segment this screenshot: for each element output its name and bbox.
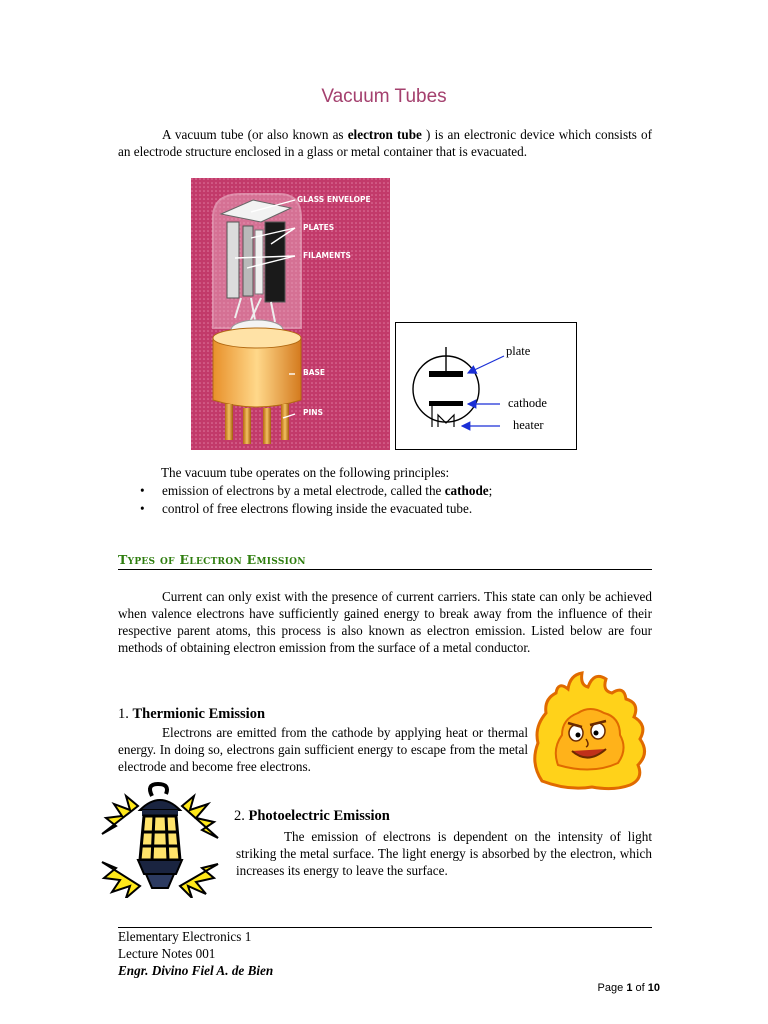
page-current: 1 bbox=[626, 982, 633, 994]
vacuum-tube-illustration bbox=[191, 178, 390, 450]
symbol-label-heater: heater bbox=[513, 418, 544, 432]
footer bbox=[118, 928, 273, 979]
intro-paragraph bbox=[118, 126, 652, 160]
principle-1-end: ; bbox=[488, 483, 493, 498]
label-pins: PINS bbox=[303, 408, 323, 417]
principle-item bbox=[140, 482, 641, 500]
intro-text-1: A vacuum tube (or also known as bbox=[162, 127, 348, 142]
bullet-icon: • bbox=[140, 501, 145, 516]
section-heading: Types of Electron Emission bbox=[118, 552, 652, 570]
footer-course: Elementary Electronics 1 bbox=[118, 929, 252, 944]
principle-2-text: control of free electrons flowing inside the evacuated tube. bbox=[162, 501, 473, 516]
thermionic-paragraph: Electrons are emitted from the cathode by applying heat or thermal energy. In doing so, electrons gain sufficient energy to escape from the metal electrode and become free electrons. bbox=[118, 725, 528, 774]
intro-text-2: ) is an electronic device which consists of an electrode structure enclosed in a glass or metal container that is evacuated. bbox=[118, 127, 653, 159]
principle-1-text: emission of electrons by a metal electrode, called the bbox=[162, 483, 445, 498]
principle-1-bold: cathode bbox=[444, 483, 489, 498]
label-base: BASE bbox=[303, 368, 326, 377]
principle-item bbox=[140, 500, 641, 518]
label-glass-envelope: GLASS ENVELOPE bbox=[297, 195, 371, 204]
lantern-cartoon-image bbox=[96, 782, 224, 898]
label-plates: PLATES bbox=[303, 223, 335, 232]
tube-symbol-diagram bbox=[395, 322, 577, 450]
page-number bbox=[598, 982, 660, 994]
section-paragraph: Current can only exist with the presence of current carriers. This state can only be achieved when valence electrons have sufficiently gained energy to break away from the influence of their respective parent atoms, this process is also known as electron emission. Listed below are four methods of obtaining electron emission from the surface of a metal conductor. bbox=[118, 589, 652, 655]
thermionic-number: 1. bbox=[118, 706, 129, 722]
thermionic-heading bbox=[118, 706, 265, 723]
photoelectric-number: 2. bbox=[234, 808, 245, 824]
page-total: 10 bbox=[647, 982, 660, 994]
page-of: of bbox=[635, 982, 645, 994]
photoelectric-heading bbox=[234, 808, 390, 825]
page-label: Page bbox=[597, 982, 624, 994]
photoelectric-title: Photoelectric Emission bbox=[248, 808, 390, 824]
intro-bold-term: electron tube bbox=[347, 127, 422, 142]
principles-block bbox=[140, 464, 641, 518]
tube-symbol-svg bbox=[396, 323, 576, 449]
bullet-icon: • bbox=[140, 483, 145, 498]
footer-notes: Lecture Notes 001 bbox=[118, 946, 216, 961]
footer-author: Engr. Divino Fiel A. de Bien bbox=[118, 963, 274, 978]
label-filaments: FILAMENTS bbox=[303, 251, 351, 260]
flame-cartoon-image bbox=[528, 669, 652, 791]
symbol-label-cathode: cathode bbox=[508, 396, 547, 410]
page-title: Vacuum Tubes bbox=[321, 86, 447, 107]
principles-lead: The vacuum tube operates on the following principles: bbox=[161, 465, 450, 480]
thermionic-title: Thermionic Emission bbox=[132, 706, 266, 722]
symbol-label-plate: plate bbox=[506, 344, 531, 358]
photoelectric-paragraph: The emission of electrons is dependent on the intensity of light striking the metal surface. The light energy is absorbed by the electron, which increases its energy to leave the surface. bbox=[236, 829, 652, 878]
